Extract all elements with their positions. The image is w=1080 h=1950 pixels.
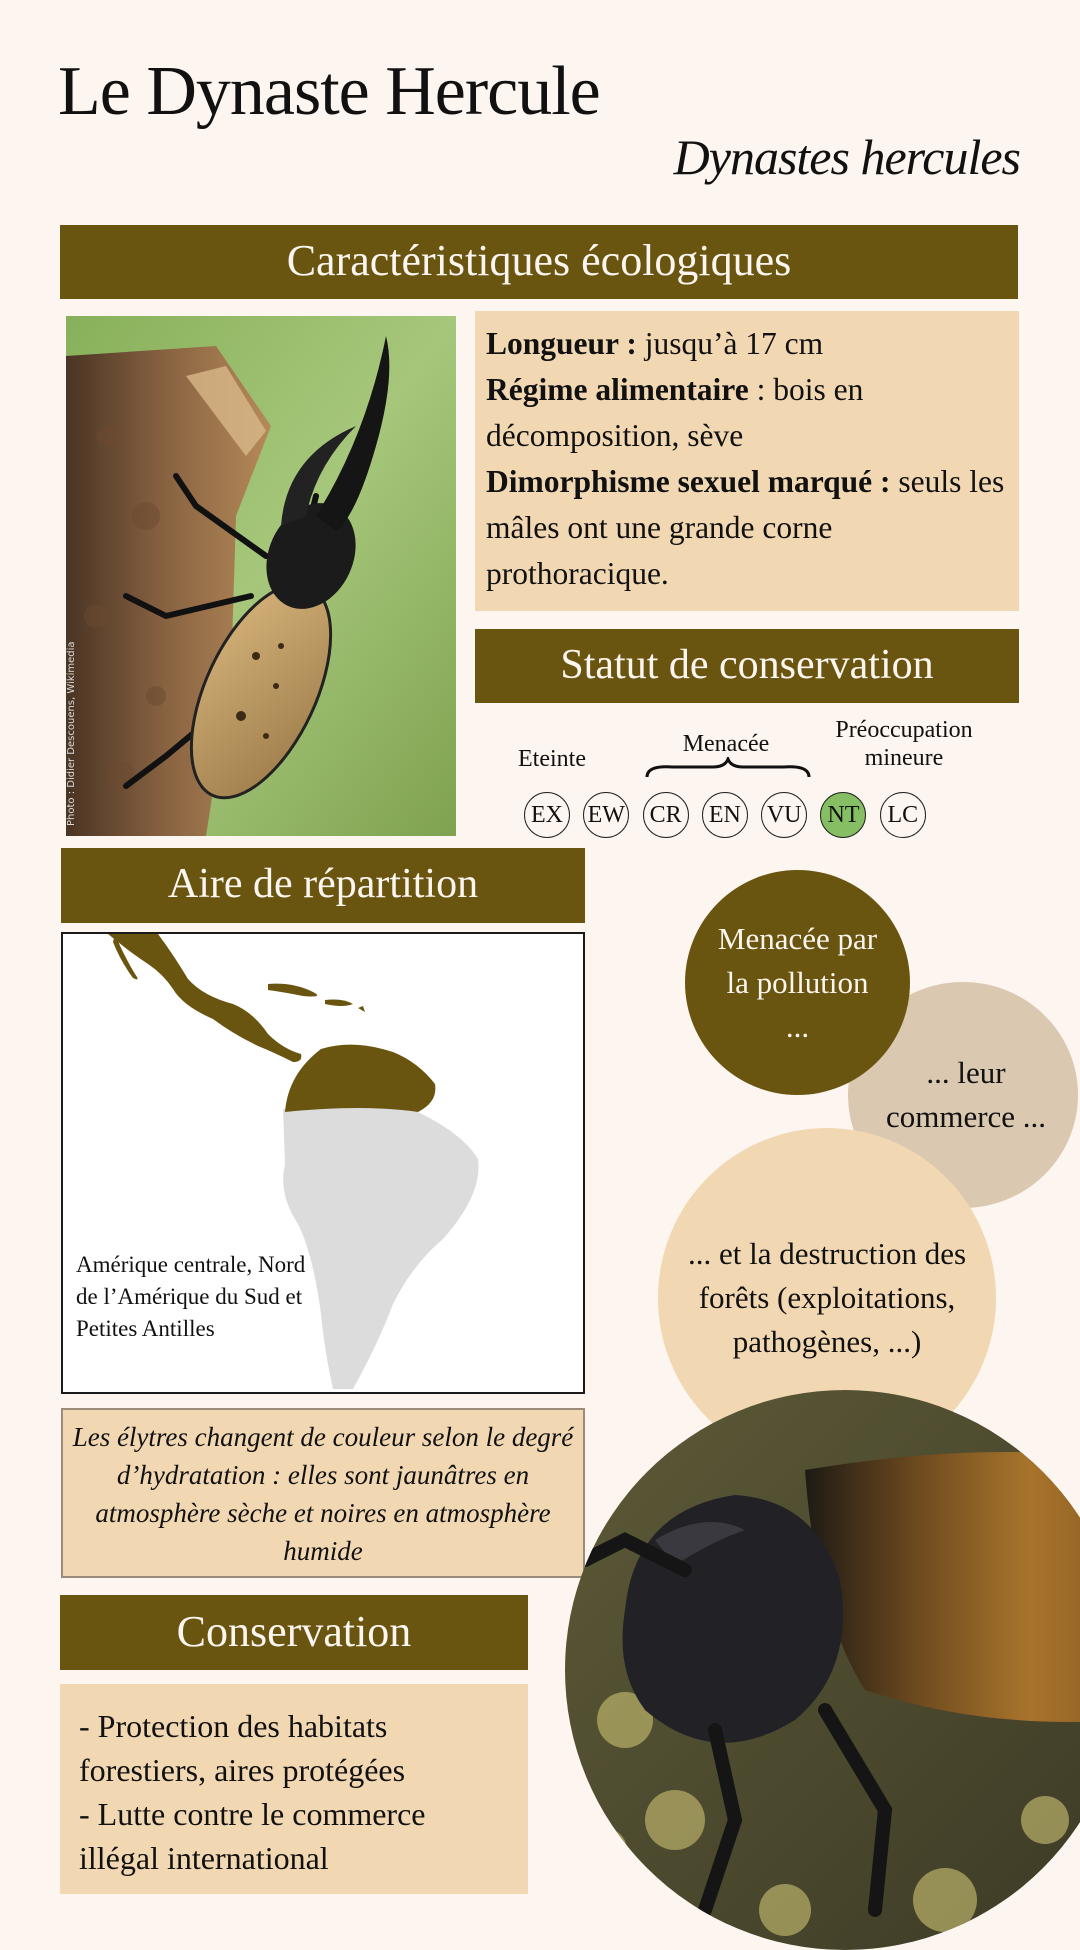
status-badge-vu: VU: [761, 792, 807, 838]
range-heading: [61, 848, 585, 923]
page-title: Le Dynaste Hercule: [58, 53, 600, 130]
status-badge-ex: EX: [524, 792, 570, 838]
range-map: [61, 932, 585, 1394]
threat-pollution: [685, 870, 910, 1095]
length-value: jusqu’à 17 cm: [636, 326, 824, 361]
range-heading-label: Aire de répartition: [167, 861, 479, 907]
status-heading: [475, 629, 1019, 703]
threat-trade-text: ... leur commerce ...: [885, 1055, 1047, 1134]
range-caption: Amérique centrale, Nord de l’Amérique du Sud et Petites Antilles: [76, 1252, 306, 1341]
conservation-heading: [60, 1595, 528, 1670]
status-heading-label: Statut de conservation: [560, 642, 934, 688]
label-least-concern: Préoccupation mineure: [835, 717, 973, 771]
beetle-closeup-image: [565, 1390, 1080, 1950]
diet-label: Régime alimentaire: [486, 372, 749, 407]
conservation-item-trade: - Lutte contre le commerce illégal international: [79, 1796, 426, 1876]
status-badge-en: EN: [702, 792, 748, 838]
conservation-item-habitats: - Protection des habitats forestiers, aires protégées: [79, 1708, 406, 1788]
conservation-heading-label: Conservation: [176, 1607, 412, 1656]
length-label: Longueur :: [486, 326, 637, 361]
status-badge-ew: EW: [583, 792, 629, 838]
diet-value: : bois en décomposition, sève: [486, 372, 864, 453]
threat-pollution-text: Menacée par la pollution ...: [717, 920, 878, 1044]
label-threatened: Menacée: [682, 731, 770, 757]
ecology-heading: [60, 225, 1018, 299]
label-extinct: Eteinte: [518, 746, 586, 772]
dimorphism-value: seuls les mâles ont une grande corne prothoracique.: [486, 464, 1005, 591]
ecology-heading-label: Caractéristiques écologiques: [286, 236, 792, 285]
status-scale: [524, 792, 934, 842]
status-badge-cr: CR: [643, 792, 689, 838]
threatened-brace: [643, 757, 813, 783]
beetle-closeup-photo: [565, 1390, 1080, 1950]
status-badge-nt: NT: [820, 792, 866, 838]
scientific-name: Dynastes hercules: [673, 129, 1020, 185]
dimorphism-label: Dimorphisme sexuel marqué :: [486, 464, 891, 499]
conservation-list: [60, 1684, 528, 1894]
status-badge-lc: LC: [880, 792, 926, 838]
threat-deforestation-text: ... et la destruction des forêts (exploitations, pathogènes, ...): [687, 1236, 967, 1359]
beetle-photo-image: [66, 316, 456, 836]
photo-credit: Photo : Didier Descouens, Wikimedia: [66, 641, 77, 826]
traits-box: [475, 311, 1019, 611]
beetle-photo: [66, 316, 456, 836]
elytra-fact: Les élytres changent de couleur selon le degré d’hydratation : elles sont jaunâtres en atmosphère sèche et noires en atmosphère humide: [61, 1408, 585, 1578]
